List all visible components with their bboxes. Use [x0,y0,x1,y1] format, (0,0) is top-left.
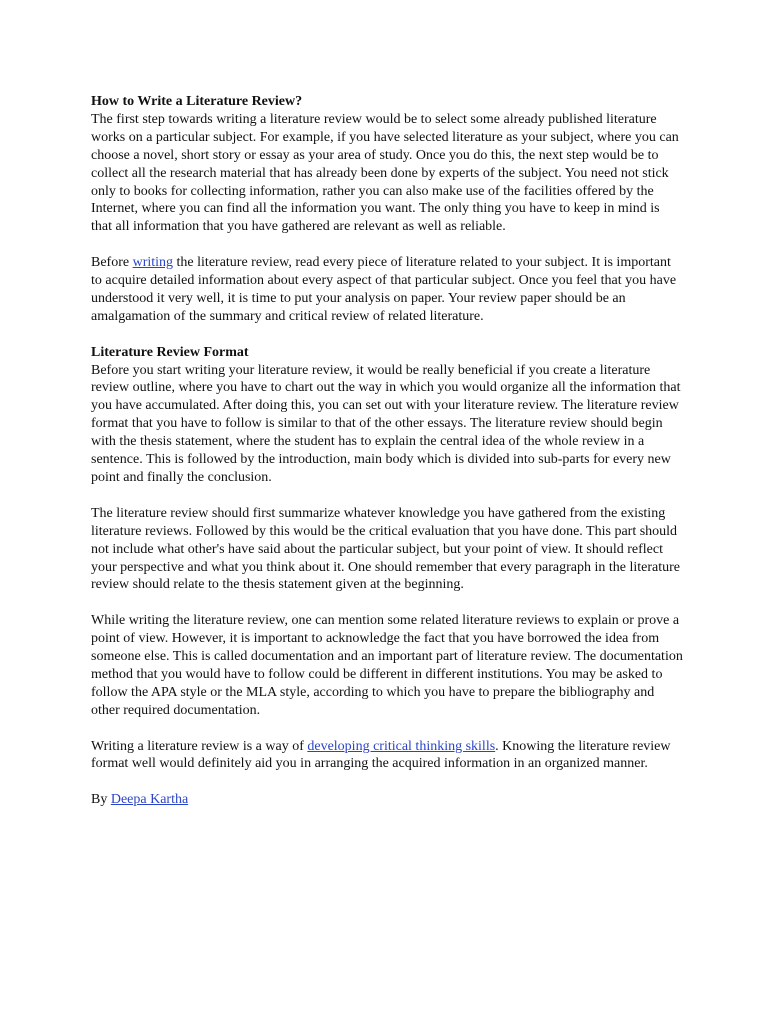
intro-text: The first step towards writing a literature review would be to select some already published literature works on a particular subject. For example, if you have selected literature as your subject, where you can choose a novel, short story or essay as your area of study. Once you do this, the next step would be to collect all the research material that has already been done by experts of the subject. You need not stick only to books for collecting information, rather you can also make use of the facilities offered by the Internet, where you can find all the information you want. The only thing you have to keep in mind is that all information that you have gathered are relevant as well as reliable. [91,111,679,235]
article-title: How to Write a Literature Review? [91,94,303,109]
writing-link[interactable]: writing [132,255,174,271]
byline-prefix: By [91,792,111,808]
format-paragraph-1 [91,344,683,487]
format-paragraph-3: While writing the literature review, one can mention some related literature reviews to explain or prove a point of view. However, it is important to acknowledge the fact that you have borrowed the idea from someone else. This is called documentation and an important part of literature review. The documentation method that you would have to follow could be different in different institutions. You may be asked to follow the APA style or the MLA style, according to which you have to prepare the bibliography and other required documentation. [91,613,683,718]
format-heading: Literature Review Format [91,344,249,360]
author-link[interactable]: Deepa Kartha [110,792,189,808]
writing-paragraph-start: Before [91,255,133,271]
writing-paragraph-rest: the literature review, read every piece of literature related to your subject. It is important to acquire detailed information about every aspect of that particular subject. Once you feel that you have understood it very well, it is time to put your analysis on paper. Your review paper should be an amalgamation of the summary and critical review of related literature. [91,255,677,324]
format-paragraph-2: The literature review should first summarize whatever knowledge you have gathered from the existing literature reviews. Followed by this would be the critical evaluation that you have done. This part should not include what other's have said about the particular subject, but your point of view. It should reflect your perspective and what you think about it. One should remember that every paragraph in the literature review should relate to the thesis statement given at the beginning. [91,505,680,593]
byline [91,791,683,809]
document-body [91,93,683,827]
conclusion-start: Writing a literature review is a way of [91,738,308,754]
format-paragraph-1-text: Before you start writing your literature review, it would be really beneficial if you create a literature review outline, where you have to chart out the way in which you would organize all the information that you have accumulated. After doing this, you can set out with your literature review. The literature review format that you have to follow is similar to that of the other essays. The literature review should begin with the thesis statement, where the student has to explain the central idea of the whole review in a sentence. This is followed by the introduction, main body which is divided into sub-parts for every new point and finally the conclusion. [91,362,681,485]
writing-paragraph [91,254,683,326]
conclusion-paragraph [91,738,683,774]
intro-paragraph [91,93,683,236]
conclusion-rest: . Knowing the literature review format well would definitely aid you in arranging the acquired information in an organized manner. [91,738,671,772]
critical-thinking-link[interactable]: developing critical thinking skills [307,738,496,754]
